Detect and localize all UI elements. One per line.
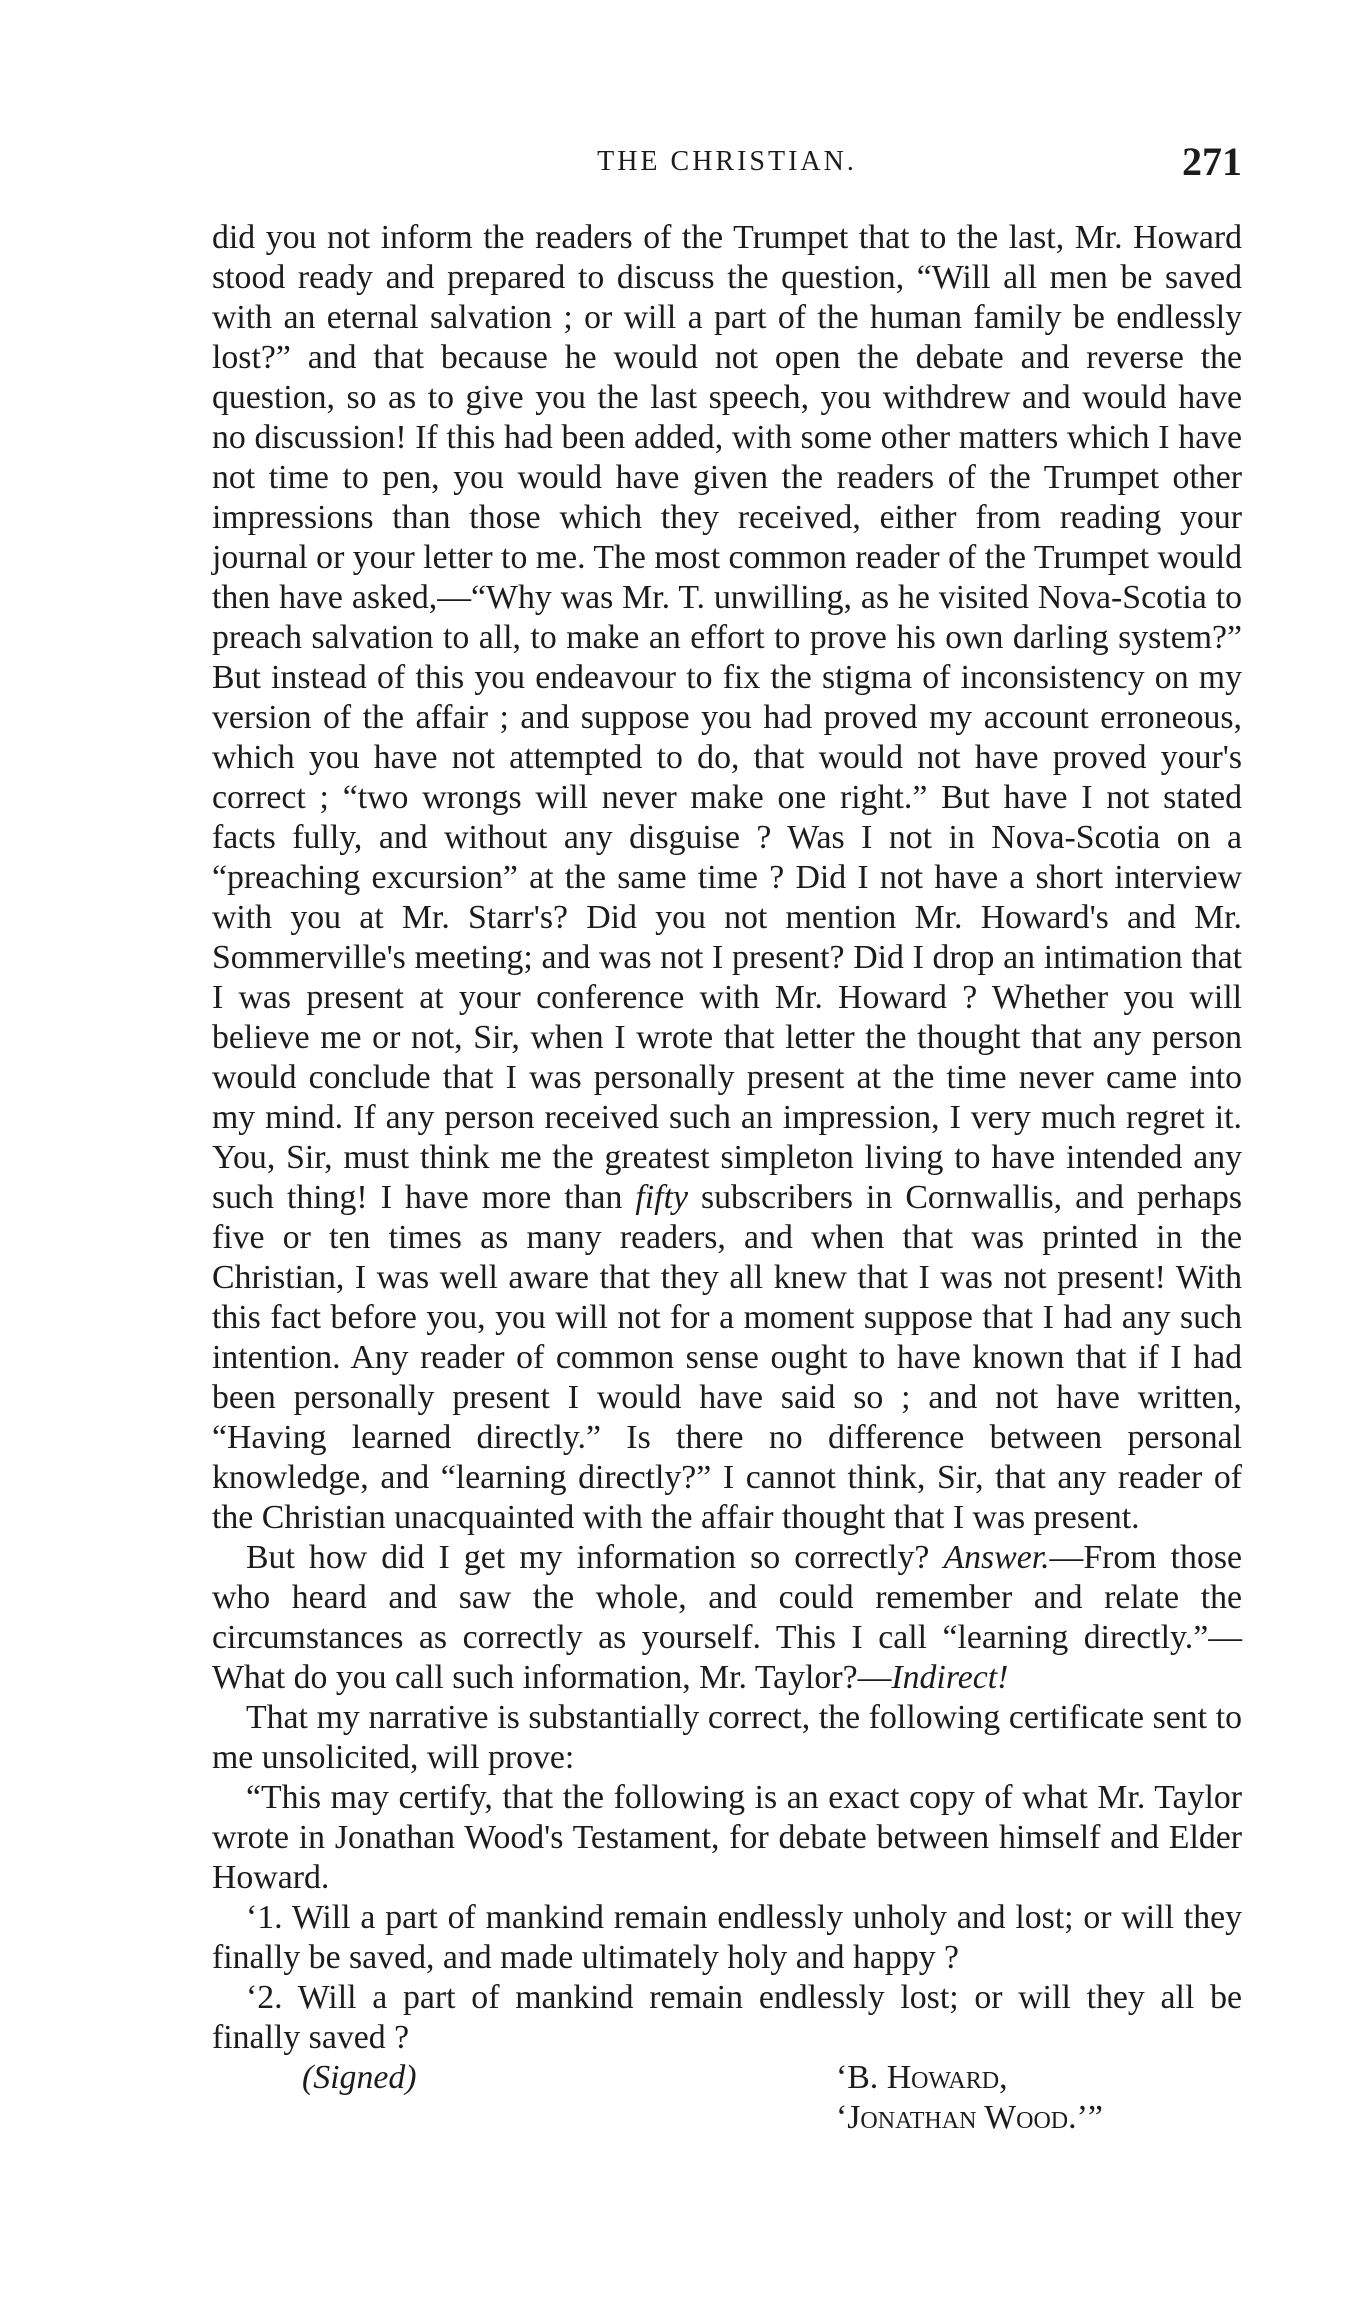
- signed-label: (Signed): [302, 2059, 417, 2096]
- signature-line: [212, 2058, 1242, 2098]
- emphasis-fifty: fifty: [635, 1179, 688, 1216]
- body-text: [212, 218, 1242, 2138]
- question-2: [212, 1978, 1242, 2058]
- question-1: ‘1. Will a part of mankind remain endlessly unholy and lost; or will they finally be saved, and made ultimately holy and happy ?: [212, 1899, 1242, 1976]
- paragraph-1-text-continued: subscribers in Cornwallis, and perhaps five or ten times as many readers, and when that was printed in the Christian, I was well aware that they all knew that I was not present! With this fact before you, you will not for a moment suppose that I had any such intention. Any reader of common sense ought to have known that if I had been personally present I would have said so ; and not have written, “Having learned directly.” Is there no difference between personal knowledge, and “learning directly?” I cannot think, Sir, that any reader of the Christian unacquainted with the affair thought that I was present.: [212, 1179, 1243, 1536]
- page-number: 271: [1182, 139, 1242, 184]
- emphasis-indirect: Indirect!: [891, 1659, 1009, 1696]
- emphasis-answer: Answer.: [943, 1539, 1050, 1576]
- signature-line-2: [212, 2098, 1242, 2138]
- paragraph-1: [212, 218, 1242, 1538]
- certificate-quote: [212, 1778, 1242, 2138]
- paragraph-3: That my narrative is substantially correct, the following certificate sent to me unsolicited, will prove:: [212, 1699, 1242, 1776]
- paragraph-1-text: did you not inform the readers of the Trumpet that to the last, Mr. Howard stood ready and prepared to discuss the question, “Will all men be saved with an eternal salvation ; or will a part of the human family be endlessly lost?” and that because he would not open the debate and reverse the question, so as to give you the last speech, you withdrew and would have no discussion! If this had been added, with some other matters which I have not time to pen, you would have given the readers of the Trumpet other impressions than those which they received, either from reading your journal or your letter to me. The most common reader of the Trumpet would then have asked,—“Why was Mr. T. unwilling, as he visited Nova-Scotia to preach salvation to all, to make an effort to prove his own darling system?” But instead of this you endeavour to fix the stigma of inconsistency on my version of the affair ; and suppose you had proved my account erroneous, which you have not attempted to do, that would not have proved your's correct ; “two wrongs will never make one right.” But have I not stated facts fully, and without any disguise ? Was I not in Nova-Scotia on a “preaching excursion” at the same time ? Did I not have a short interview with you at Mr. Starr's? Did you not mention Mr. Howard's and Mr. Sommerville's meeting; and was not I present? Did I drop an intimation that I was present at your conference with Mr. Howard ? Whether you will believe me or not, Sir, when I wrote that letter the thought that any person would conclude that I was personally present at the time never came into my mind. If any person received such an impression, I very much regret it. You, Sir, must think me the greatest simpleton living to have intended any such thing! I have more than: [212, 219, 1242, 1216]
- paragraph-2-text: But how did I get my information so correctly?: [246, 1539, 930, 1576]
- running-head: [212, 138, 1242, 188]
- paragraph-2: [212, 1538, 1242, 1698]
- certificate-intro: “This may certify, that the following is an exact copy of what Mr. Taylor wrote in Jonathan Wood's Testament, for debate between himself and Elder Howard.: [212, 1779, 1242, 1896]
- question-2-text: ‘2. Will a part of mankind remain endlessly lost; or will they all be finally saved ?: [212, 1979, 1242, 2056]
- running-title: THE CHRISTIAN.: [597, 146, 857, 177]
- paragraph-2-text-continued: —From those who heard and saw the whole, and could remember and relate the circumstances as correctly as yourself. This I call “learning directly.”—What do you call such information, Mr. Taylor?—: [212, 1539, 1243, 1696]
- signature-wood: ‘Jonathan Wood.’”: [836, 2099, 1103, 2136]
- signature-howard: ‘B. Howard,: [836, 2059, 1008, 2096]
